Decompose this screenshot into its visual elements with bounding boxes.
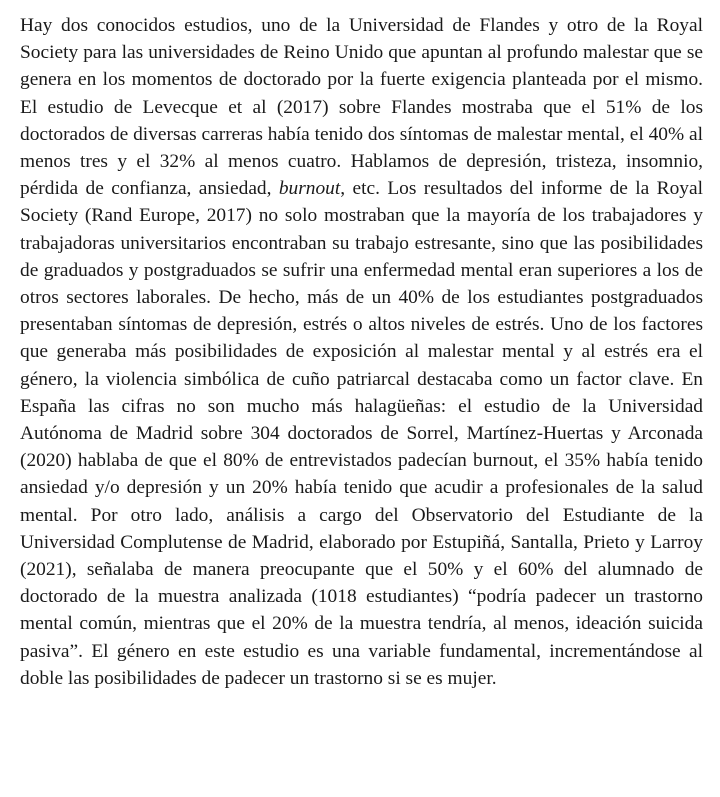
italic-term-burnout: burnout [278, 178, 341, 200]
paragraph-text-part-2: , etc. Los resultados del informe de la Royal Society (Rand Europe, 2017) no solo mostraban que la mayoría de los trabajadores y trabajadoras universitarios encontraban su trabajo estresante, sino que las posibilidades de graduados y postgraduados se sufrir una enfermedad mental eran superiores a los de otros sectores laborales. De hecho, más de un 40% de los estudiantes postgraduados presentaban síntomas de depresión, estrés o altos niveles de estrés. Uno de los factores que generaba más posibilidades de exposición al malestar mental y al estrés era el género, la violencia simbólica de cuño patriarcal destacaba como un factor clave. En España las cifras no son mucho más halagüeñas: el estudio de la Universidad Autónoma de Madrid sobre 304 doctorados de Sorrel, Martínez-Huertas y Arconada (2020) hablaba de que el 80% de entrevistados padecían burnout, el 35% había tenido ansiedad y/o depresión y un 20% había tenido que acudir a profesionales de la salud mental. Por otro lado, análisis a cargo del Observatorio del Estudiante de la Universidad Complutense de Madrid, elaborado por Estupiñá, Santalla, Prieto y Larroy (2021), señalaba de manera preocupante que el 50% y el 60% del alumnado de doctorado de la muestra analizada (1018 estudiantes) “podría padecer un trastorno mental común, mientras que el 20% de la muestra tendría, al menos, ideación suicida pasiva”. El género en este estudio es una variable fundamental, incrementándose al doble las posibilidades de padecer un trastorno si se es mujer. [20, 178, 703, 689]
paragraph-text-part-1: Hay dos conocidos estudios, uno de la Universidad de Flandes y otro de la Royal Society para las universidades de Reino Unido que apuntan al profundo malestar que se genera en los momentos de doctorado por la fuerte exigencia planteada por el mismo. El estudio de Levecque et al (2017) sobre Flandes mostraba que el 51% de los doctorados de diversas carreras había tenido dos síntomas de malestar mental, el 40% al menos tres y el 32% al menos cuatro. Hablamos de depresión, tristeza, insomnio, pérdida de confianza, ansiedad, [20, 15, 703, 200]
body-paragraph [20, 12, 703, 692]
